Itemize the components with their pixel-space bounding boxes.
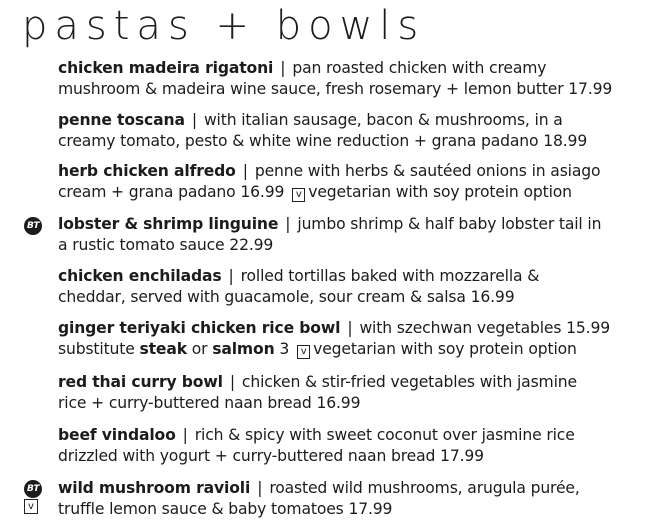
menu-item-description-cont: creamy tomato, pesto & white wine reduction + grana padano 18.99 <box>58 132 588 150</box>
menu-item-description-cont: truffle lemon sauce & baby tomatoes 17.99 <box>58 500 393 518</box>
menu-item-description-cont: drizzled with yogurt + curry-buttered naan bread 17.99 <box>58 447 484 465</box>
substitute-or: or <box>186 340 213 358</box>
menu-item-beef-vindaloo <box>58 425 643 467</box>
menu-item-name: chicken madeira rigatoni <box>58 59 274 77</box>
menu-item-description: pan roasted chicken with creamy <box>292 59 547 77</box>
menu-item-description: rich & spicy with sweet coconut over jasmine rice <box>194 426 575 444</box>
menu-item-chicken-enchiladas <box>58 266 643 308</box>
substitute-price: 3 <box>274 340 290 358</box>
vegetarian-icon: v <box>24 499 38 514</box>
menu-item-description-cont: mushroom & madeira wine sauce, fresh rosemary + lemon butter 17.99 <box>58 80 613 98</box>
separator: | <box>280 59 286 77</box>
menu-item-description: roasted wild mushrooms, arugula purée, <box>269 479 580 497</box>
menu-item-name: beef vindaloo <box>58 426 176 444</box>
separator: | <box>229 373 235 391</box>
menu-item-name: lobster & shrimp linguine <box>58 215 279 233</box>
menu-item-description-cont: cheddar, served with guacamole, sour cream & salsa 16.99 <box>58 288 515 306</box>
menu-item-description-cont: cream + grana padano 16.99 <box>58 183 285 201</box>
menu-item-name: red thai curry bowl <box>58 373 223 391</box>
separator: | <box>347 319 353 337</box>
bt-badge-icon: BT <box>24 217 42 235</box>
menu-item-description: with szechwan vegetables 15.99 <box>359 319 611 337</box>
separator: | <box>182 426 188 444</box>
menu-item-name: ginger teriyaki chicken rice bowl <box>58 319 341 337</box>
menu-item-chicken-madeira-rigatoni <box>58 58 643 100</box>
menu-item-herb-chicken-alfredo <box>58 161 643 203</box>
menu-item-wild-mushroom-ravioli <box>58 478 643 520</box>
vegetarian-note: vegetarian with soy protein option <box>313 340 577 358</box>
separator: | <box>228 267 234 285</box>
vegetarian-icon: v <box>297 345 310 359</box>
substitute-salmon: salmon <box>212 340 275 358</box>
menu-item-description-cont: rice + curry-buttered naan bread 16.99 <box>58 394 361 412</box>
menu-item-name: herb chicken alfredo <box>58 162 236 180</box>
substitute-label: substitute <box>58 340 140 358</box>
menu-item-description: chicken & stir-fried vegetables with jasmine <box>241 373 577 391</box>
section-title: pastas + bowls <box>22 3 426 49</box>
vegetarian-icon: v <box>292 188 305 202</box>
menu-item-penne-toscana <box>58 110 643 152</box>
menu-item-red-thai-curry-bowl <box>58 372 643 414</box>
separator: | <box>242 162 248 180</box>
menu-item-ginger-teriyaki-rice-bowl <box>58 318 643 360</box>
substitute-steak: steak <box>139 340 187 358</box>
menu-item-description: with italian sausage, bacon & mushrooms, in a <box>203 111 563 129</box>
menu-item-name: wild mushroom ravioli <box>58 479 251 497</box>
menu-item-description-cont: a rustic tomato sauce 22.99 <box>58 236 274 254</box>
separator: | <box>191 111 197 129</box>
menu-item-name: chicken enchiladas <box>58 267 222 285</box>
menu-item-description: rolled tortillas baked with mozzarella & <box>240 267 540 285</box>
separator: | <box>285 215 291 233</box>
menu-item-description: jumbo shrimp & half baby lobster tail in <box>297 215 602 233</box>
menu-item-description: penne with herbs & sautéed onions in asiago <box>254 162 601 180</box>
menu-item-lobster-shrimp-linguine <box>58 214 643 256</box>
bt-badge-icon: BT <box>24 480 42 498</box>
separator: | <box>257 479 263 497</box>
menu-item-name: penne toscana <box>58 111 185 129</box>
vegetarian-note: vegetarian with soy protein option <box>308 183 572 201</box>
